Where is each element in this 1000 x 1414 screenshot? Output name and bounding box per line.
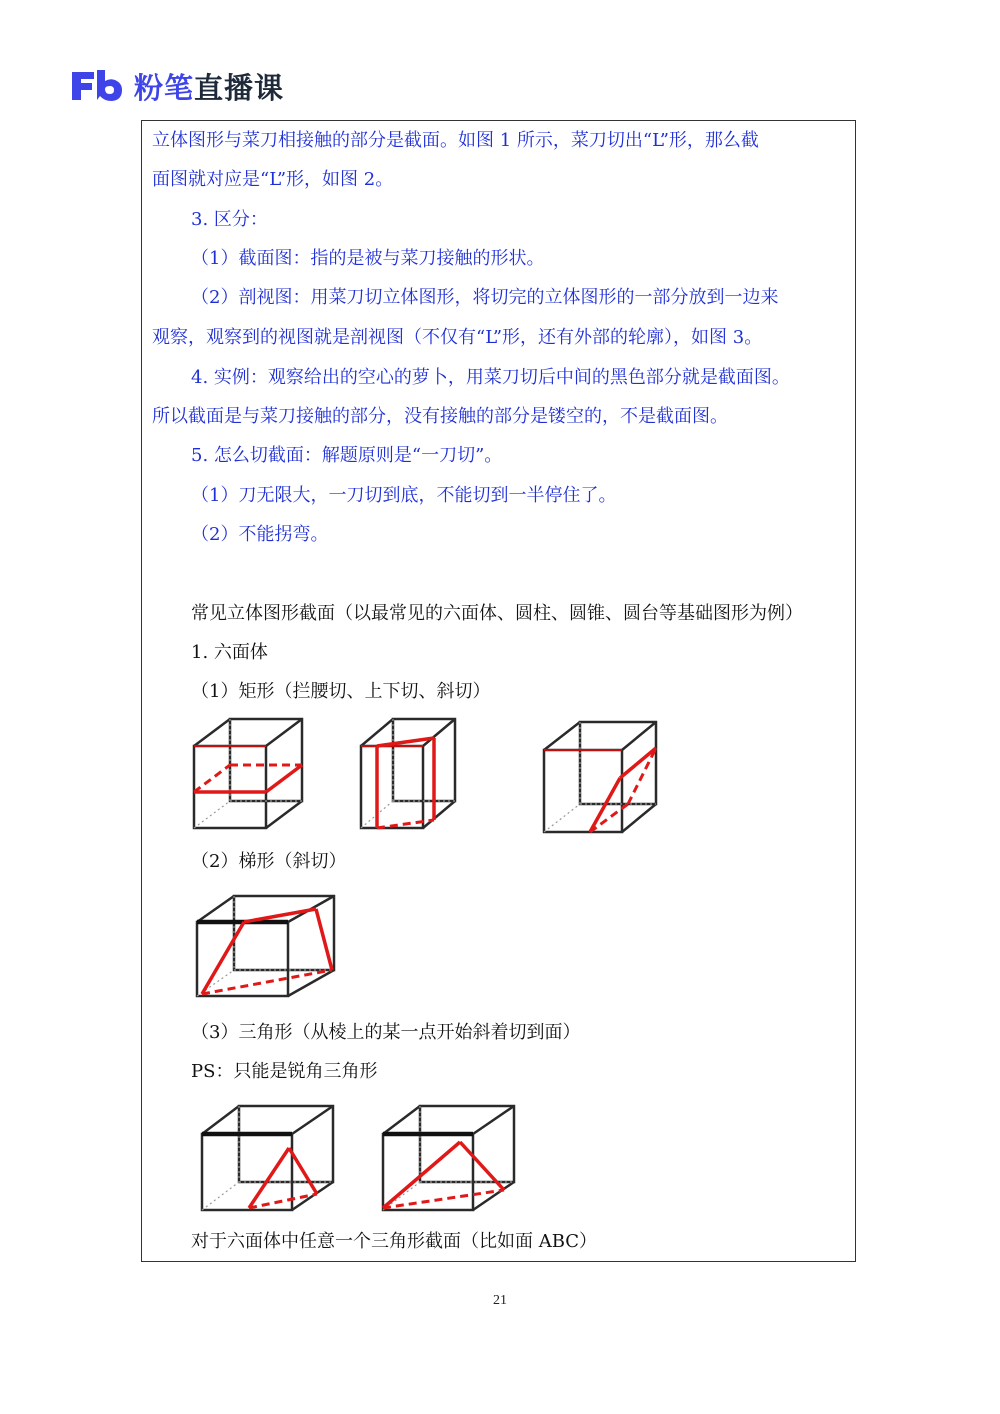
section-heading: 5. 怎么切截面：解题原则是“一刀切”。 [191, 445, 503, 466]
cube-figure-rect-waist [190, 716, 305, 834]
section-heading: 1. 六面体 [191, 642, 268, 663]
note-line: PS：只能是锐角三角形 [191, 1061, 378, 1082]
cube-figure-trapezoid [192, 892, 340, 1000]
cube-figure-rect-oblique [540, 718, 660, 838]
subsection-heading: （3）三角形（从棱上的某一点开始斜着切到面） [191, 1022, 581, 1043]
paragraph-line: 立体图形与菜刀相接触的部分是截面。如图 1 所示，菜刀切出“L”形，那么截 [152, 130, 759, 151]
brand-suffix: 直播课 [194, 70, 285, 105]
list-item: （2）不能拐弯。 [191, 524, 329, 545]
list-item: （1）刀无限大，一刀切到底，不能切到一半停住了。 [191, 485, 617, 506]
cube-figure-triangle-2 [378, 1102, 518, 1214]
subsection-heading: （2）梯形（斜切） [191, 851, 347, 872]
brand-prefix: 粉笔 [134, 70, 195, 105]
list-item: （1）截面图：指的是被与菜刀接触的形状。 [191, 248, 545, 269]
paragraph-line: 面图就对应是“L”形，如图 2。 [152, 169, 394, 190]
paragraph-line: 所以截面是与菜刀接触的部分，没有接触的部分是镂空的，不是截面图。 [152, 406, 728, 427]
page-number: 21 [493, 1293, 507, 1308]
cube-figure-triangle-1 [197, 1102, 337, 1214]
paragraph-line: 对于六面体中任意一个三角形截面（比如面 ABC） [191, 1231, 598, 1252]
subsection-heading: （1）矩形（拦腰切、上下切、斜切） [191, 681, 491, 702]
cube-figure-rect-vertical [357, 716, 462, 834]
brand-name [134, 66, 284, 107]
section-heading: 3. 区分： [191, 209, 268, 230]
brand-header [70, 66, 284, 106]
fenbi-logo-icon [70, 68, 124, 104]
section-heading: 4. 实例：观察给出的空心的萝卜，用菜刀切后中间的黑色部分就是截面图。 [191, 367, 790, 388]
section-intro: 常见立体图形截面（以最常见的六面体、圆柱、圆锥、圆台等基础图形为例） [191, 603, 803, 624]
list-item: （2）剖视图：用菜刀切立体图形，将切完的立体图形的一部分放到一边来 [191, 287, 779, 308]
paragraph-line: 观察，观察到的视图就是剖视图（不仅有“L”形，还有外部的轮廓），如图 3。 [152, 327, 763, 348]
